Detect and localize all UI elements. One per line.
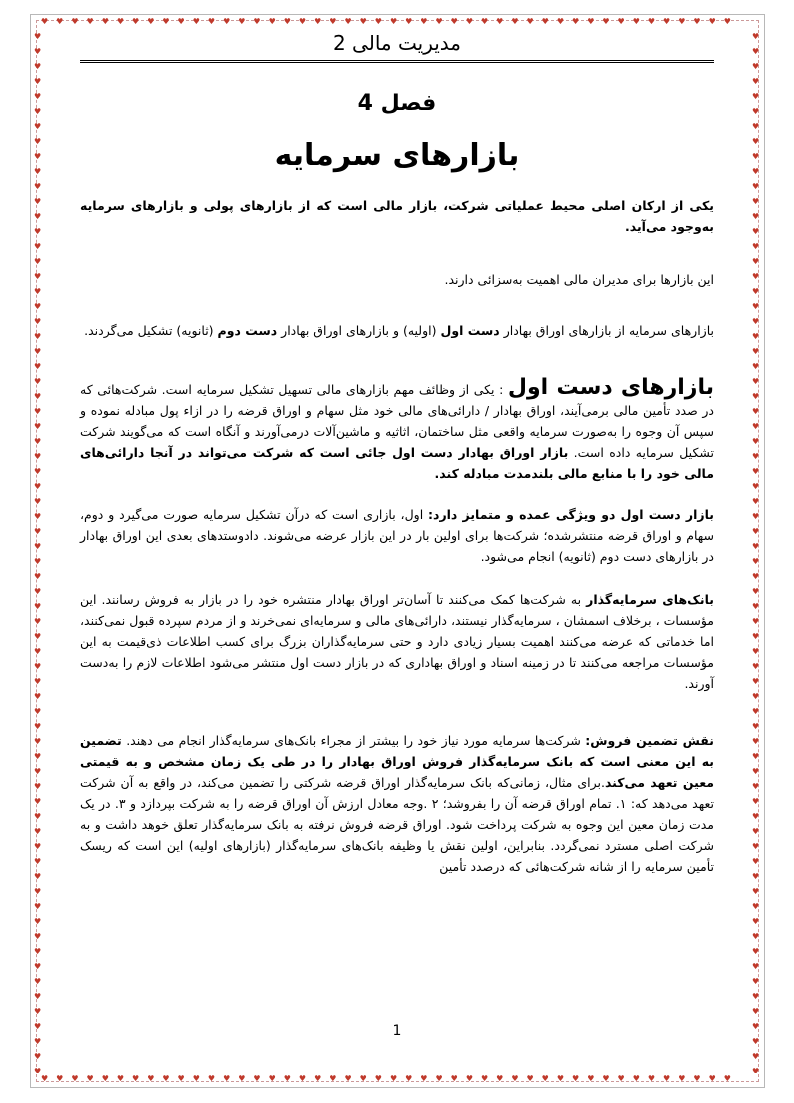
capital-markets-paragraph <box>80 320 714 341</box>
text-run: : یکی از وظائف مهم بازارهای مالی تسهیل تشکیل سرمایه است. شرکت‌هائی که در صدد تأمین مالی برمی‌آیند، اوراق بهادار / دارائی‌های مالی خود مثل سهام و اوراق قرضه را در ازاء پول مبادله نموده و سپس آن وجوه را به‌صورت سرمایه واقعی مثل ساختمان، اثاثیه و ماشین‌آلات درمی‌آورند و آنگاه است که می‌گویند شرکت تشکیل سرمایه داده است. <box>80 382 714 460</box>
heart-border-right: ♥♥♥♥♥♥♥♥♥♥♥♥♥♥♥♥♥♥♥♥♥♥♥♥♥♥♥♥♥♥♥♥♥♥♥♥♥♥♥♥♥♥♥♥♥♥♥♥♥♥♥♥♥♥♥♥♥♥♥♥♥♥♥♥♥♥♥♥♥♥ <box>752 32 760 1073</box>
heart-border-top: ♥♥♥♥♥♥♥♥♥♥♥♥♥♥♥♥♥♥♥♥♥♥♥♥♥♥♥♥♥♥♥♥♥♥♥♥♥♥♥♥♥♥♥♥♥♥ <box>41 18 739 26</box>
text-run: به شرکت‌ها کمک می‌کنند تا آسان‌تر اوراق بهادار منتشره خود را در بازار به فروش رسانند. این مؤسسات ، برخلاف اسمشان ، سرمایه‌گذار نیستند، دارائی‌های مالی و سرمایه‌ای نمی‌خرند و از مردم سپرده قبول نمی‌کنند، اما خدماتی که عرضه می‌کنند اهمیت بسیار زیادی دارد و حتی سرمایه‌گذاران بزرگ برای کسب اطلاعات ذی‌قیمت به این مؤسسات مراجعه می‌کنند تا در زمینه اسناد و اوراق بهاداری که در بازار دست اول منتشر می‌شود اطلاعات لازم را به‌دست آورند. <box>80 592 714 691</box>
section-heading: بازارهای دست اول <box>507 375 714 400</box>
running-header: مدیریت مالی 2 <box>332 31 462 55</box>
primary-market-features-paragraph <box>80 504 714 567</box>
paragraph-lead: بازار دست اول دو ویژگی عمده و متمایز دارد: <box>428 507 714 522</box>
text-run: (اولیه) و بازارهای اوراق بهادار <box>281 323 437 338</box>
document-page <box>80 28 714 877</box>
underwriting-paragraph <box>80 730 714 877</box>
importance-paragraph: این بازارها برای مدیران مالی اهمیت به‌سزائی دارند. <box>444 272 714 287</box>
page-number: 1 <box>392 1023 402 1039</box>
text-run: بازارهای سرمایه از بازارهای اوراق بهادار <box>503 323 714 338</box>
text-run-bold: تضمین به این معنی است که بانک سرمایه‌گذار فروش اوراق بهادار را در طی یک زمان مشخص و به قیمتی معین تعهد می‌کند <box>80 733 714 790</box>
text-run: (ثانویه) تشکیل می‌گردند. <box>84 323 214 338</box>
heart-border-bottom: ♥♥♥♥♥♥♥♥♥♥♥♥♥♥♥♥♥♥♥♥♥♥♥♥♥♥♥♥♥♥♥♥♥♥♥♥♥♥♥♥♥♥♥♥♥♥ <box>41 1075 739 1083</box>
primary-market-term: دست اول <box>440 323 500 338</box>
text-run-bold: بازار اوراق بهادار دست اول جائی است که شرکت می‌تواند در آنجا دارائی‌های مالی خود را با منابع مالی بلندمدت مبادله کند. <box>80 445 714 481</box>
heart-border-left: ♥♥♥♥♥♥♥♥♥♥♥♥♥♥♥♥♥♥♥♥♥♥♥♥♥♥♥♥♥♥♥♥♥♥♥♥♥♥♥♥♥♥♥♥♥♥♥♥♥♥♥♥♥♥♥♥♥♥♥♥♥♥♥♥♥♥♥♥♥♥ <box>34 32 42 1073</box>
text-run: شرکت‌ها سرمایه مورد نیاز خود را بیشتر از مجراء بانک‌های سرمایه‌گذار انجام می دهند. <box>126 733 581 748</box>
paragraph-lead: بانک‌های سرمایه‌گذار <box>586 592 714 607</box>
investment-banks-paragraph <box>80 589 714 694</box>
text-run: .برای مثال، زمانی‌که بانک سرمایه‌گذار اوراق قرضه شرکتی را تضمین می‌کند، در واقع به آن شرکت تعهد می‌دهد که: ۱. تمام اوراق قرضه آن را بفروشد؛ ۲ .وجه معادل ارزش آن اوراق قرضه را به شرکت بپردازد و ۳. در یک مدت زمان معین این وجوه به شرکت پرداخت شود. اوراق قرضه فروش نرفته به بانک سرمایه‌گذار تعلق خوهد داشت و به شرکت اصلی مسترد نمی‌گردد. بنابراین، اولین نقش یا وظیفه بانک‌های سرمایه‌گذار (بازارهای اولیه) این است که ریسک تأمین سرمایه را از شانه شرکت‌هائی که درصدد تأمین <box>80 775 715 874</box>
chapter-number: فصل 4 <box>357 91 437 116</box>
primary-markets-paragraph <box>80 377 714 484</box>
intro-paragraph: یکی از ارکان اصلی محیط عملیاتی شرکت، بازار مالی است که از بازارهای پولی و بازارهای سرمایه به‌وجود می‌آید. <box>80 198 714 234</box>
secondary-market-term: دست دوم <box>217 323 278 338</box>
paragraph-lead: نقش تضمین فروش: <box>585 733 714 748</box>
text-run: اول، بازاری است که درآن تشکیل سرمایه صورت می‌گیرد و دوم، سهام و اوراق قرضه منتشرشده؛ شرکت‌ها برای اولین بار در این بازار عرضه می‌شوند. دادوستدهای بعدی این اوراق بهادار در بازارهای دست دوم (ثانویه) انجام می‌شود. <box>80 507 714 564</box>
chapter-title: بازارهای سرمایه <box>274 138 520 173</box>
header-rule <box>80 60 714 63</box>
